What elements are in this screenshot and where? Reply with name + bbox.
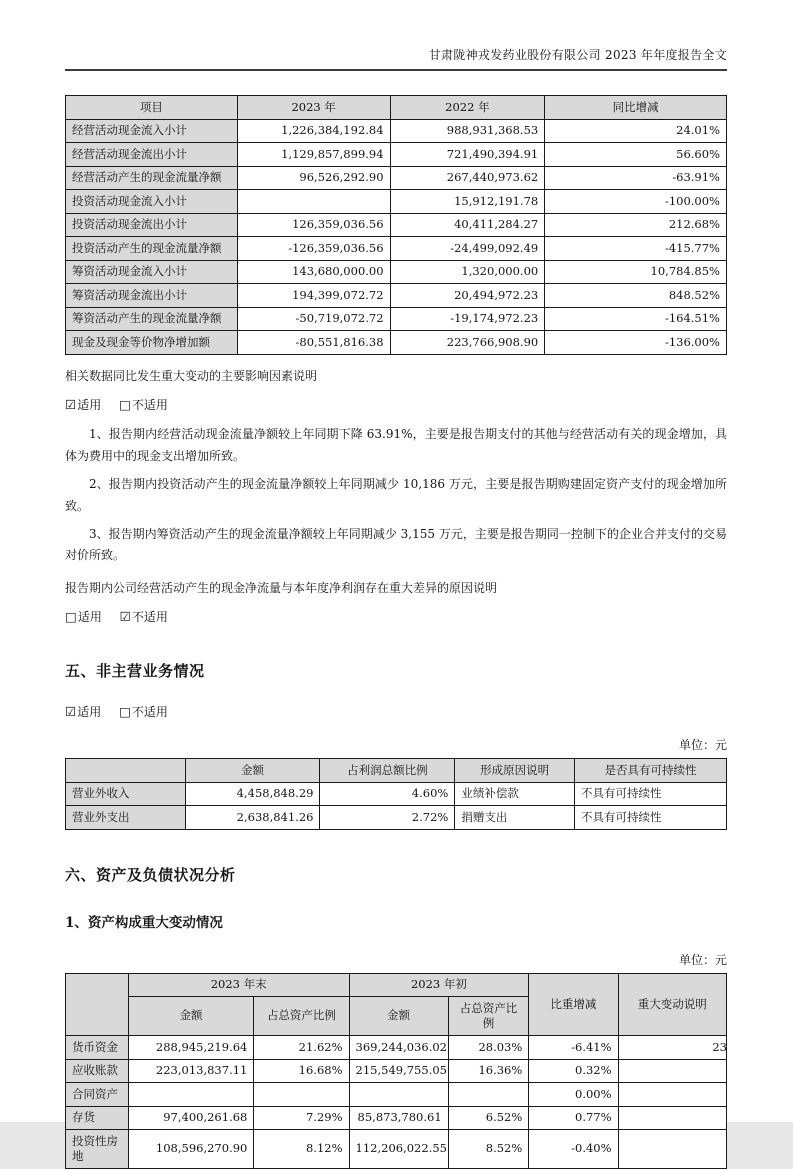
table-cell: 现金及现金等价物净增加额	[66, 331, 238, 355]
section-heading-five: 五、非主营业务情况	[65, 662, 205, 681]
table-cell: -100.00%	[545, 190, 727, 214]
not-applicable-option	[119, 398, 168, 412]
section-heading-six: 六、资产及负债状况分析	[65, 865, 236, 884]
table-cell: 营业外收入	[66, 782, 186, 806]
table-cell: 96,526,292.90	[237, 166, 390, 190]
checkbox-unchecked-icon: □	[119, 396, 131, 412]
table-cell: 56.60%	[545, 143, 727, 167]
unit-label: 单位：元	[678, 738, 727, 753]
applicability-line	[65, 396, 727, 415]
table-cell: 投资活动产生的现金流量净额	[66, 237, 238, 261]
table-cell: 1,129,857,899.94	[237, 143, 390, 167]
table-cell: 投资活动现金流出小计	[66, 213, 238, 237]
table-row	[66, 143, 727, 167]
table-row	[66, 307, 727, 331]
not-applicable-label: 不适用	[131, 705, 168, 720]
table-cell	[237, 190, 390, 214]
note-title: 报告期内公司经营活动产生的现金净流量与本年度净利润存在重大差异的原因说明	[65, 580, 498, 595]
table-cell: 4.60%	[320, 782, 455, 806]
table-cell: 经营活动现金流入小计	[66, 119, 238, 143]
table-cell: 848.52%	[545, 284, 727, 308]
table-cell: 筹资活动现金流出小计	[66, 284, 238, 308]
table-row	[66, 237, 727, 261]
table-cell: 营业外支出	[66, 806, 186, 830]
table-cell	[618, 1036, 726, 1060]
column-header: 占总资产比例	[254, 997, 349, 1036]
column-header: 重大变动说明	[618, 973, 726, 1036]
table-cell: 经营活动产生的现金流量净额	[66, 166, 238, 190]
table-cell: 16.68%	[254, 1059, 349, 1083]
table-cell: 28.03%	[448, 1036, 529, 1060]
table-cell: 108,596,270.90	[128, 1130, 254, 1169]
table-header-row	[66, 759, 727, 783]
column-header-group: 2023 年末	[128, 973, 349, 997]
cash-flow-table	[65, 95, 727, 355]
not-applicable-label: 不适用	[131, 397, 168, 412]
checkbox-unchecked-icon: □	[119, 704, 131, 720]
table-row	[66, 1083, 727, 1107]
table-header-row	[66, 973, 727, 997]
column-header: 2023 年	[237, 96, 390, 120]
applicability-line	[65, 608, 727, 627]
note-paragraph: 3、报告期内筹资活动产生的现金流量净额较上年同期减少 3,155 万元，主要是报告期同一控制下的企业合并支付的交易对价所致。	[65, 526, 727, 563]
table-cell: 126,359,036.56	[237, 213, 390, 237]
table-cell: 16.36%	[448, 1059, 529, 1083]
column-header: 2022 年	[390, 96, 545, 120]
table-cell: -415.77%	[545, 237, 727, 261]
table-cell: 0.32%	[529, 1059, 618, 1083]
table-cell: 捐赠支出	[455, 806, 575, 830]
not-applicable-option	[120, 610, 168, 624]
table-row	[66, 1130, 727, 1169]
table-cell	[618, 1059, 726, 1083]
table-cell: 194,399,072.72	[237, 284, 390, 308]
table-cell: 筹资活动产生的现金流量净额	[66, 307, 238, 331]
table-cell: 223,013,837.11	[128, 1059, 254, 1083]
table-cell: 40,411,284.27	[390, 213, 545, 237]
table-row	[66, 260, 727, 284]
column-header: 金额	[128, 997, 254, 1036]
column-header: 项目	[66, 96, 238, 120]
header-rule	[65, 69, 727, 71]
table-cell: 20,494,972.23	[390, 284, 545, 308]
table-cell: 215,549,755.05	[349, 1059, 448, 1083]
table-cell: 721,490,394.91	[390, 143, 545, 167]
checkbox-checked-icon: ☑	[65, 704, 77, 720]
table-cell: 1,226,384,192.84	[237, 119, 390, 143]
table-cell: 6.52%	[448, 1106, 529, 1130]
table-cell: 经营活动现金流出小计	[66, 143, 238, 167]
table-cell: -164.51%	[545, 307, 727, 331]
page-number: 23	[712, 1040, 727, 1054]
applicable-option	[65, 610, 102, 624]
table-cell: 1,320,000.00	[390, 260, 545, 284]
table-cell: 0.00%	[529, 1083, 618, 1107]
table-row	[66, 190, 727, 214]
column-header: 比重增减	[529, 973, 618, 1036]
table-cell: 2.72%	[320, 806, 455, 830]
table-cell: -50,719,072.72	[237, 307, 390, 331]
table-cell	[448, 1083, 529, 1107]
table-cell: 货币资金	[66, 1036, 129, 1060]
table-cell: 存货	[66, 1106, 129, 1130]
table-cell: 267,440,973.62	[390, 166, 545, 190]
table-cell: 223,766,908.90	[390, 331, 545, 355]
note-paragraph: 2、报告期内投资活动产生的现金流量净额较上年同期减少 10,186 万元，主要是报告期购建固定资产支付的现金增加所致。	[65, 477, 727, 513]
subsection-heading: 1、资产构成重大变动情况	[65, 914, 223, 931]
table-cell: 投资性房地	[66, 1130, 129, 1169]
non-operating-table	[65, 758, 727, 830]
table-cell: 不具有可持续性	[574, 782, 726, 806]
table-cell: 24.01%	[545, 119, 727, 143]
table-row	[66, 284, 727, 308]
checkbox-unchecked-icon: □	[65, 608, 77, 624]
table-cell: 988,931,368.53	[390, 119, 545, 143]
table-cell: 业绩补偿款	[455, 782, 575, 806]
table-cell: 143,680,000.00	[237, 260, 390, 284]
table-cell: 212.68%	[545, 213, 727, 237]
table-cell: 21.62%	[254, 1036, 349, 1060]
table-cell	[349, 1083, 448, 1107]
table-row	[66, 1036, 727, 1060]
table-cell: 15,912,191.78	[390, 190, 545, 214]
column-header: 金额	[349, 997, 448, 1036]
column-header: 形成原因说明	[455, 759, 575, 783]
table-cell	[618, 1130, 726, 1169]
note-paragraph: 1、报告期内经营活动现金流量净额较上年同期下降 63.91%，主要是报告期支付的其他与经营活动有关的现金增加，具体为费用中的现金支出增加所致。	[65, 427, 727, 463]
note-title: 相关数据同比发生重大变动的主要影响因素说明	[65, 368, 318, 383]
table-cell: 合同资产	[66, 1083, 129, 1107]
assets-composition-table	[65, 973, 727, 1169]
table-cell: 投资活动现金流入小计	[66, 190, 238, 214]
table-cell: 不具有可持续性	[574, 806, 726, 830]
applicable-label: 适用	[77, 397, 102, 412]
table-cell: 369,244,036.02	[349, 1036, 448, 1060]
table-cell: -80,551,816.38	[237, 331, 390, 355]
column-header: 占利润总额比例	[320, 759, 455, 783]
table-row	[66, 213, 727, 237]
doc-header-title: 甘肃陇神戎发药业股份有限公司 2023 年年度报告全文	[428, 48, 727, 62]
unit-label: 单位：元	[678, 952, 727, 967]
column-header-group: 2023 年初	[349, 973, 529, 997]
table-cell: -19,174,972.23	[390, 307, 545, 331]
table-cell: 4,458,848.29	[185, 782, 320, 806]
applicable-label: 适用	[77, 705, 102, 720]
column-header: 同比增减	[545, 96, 727, 120]
table-cell: 8.12%	[254, 1130, 349, 1169]
table-cell: 2,638,841.26	[185, 806, 320, 830]
table-cell: 112,206,022.55	[349, 1130, 448, 1169]
checkbox-checked-icon: ☑	[65, 396, 77, 412]
column-header: 金额	[185, 759, 320, 783]
table-cell: -6.41%	[529, 1036, 618, 1060]
table-row	[66, 119, 727, 143]
not-applicable-label: 不适用	[131, 609, 168, 624]
table-cell: -0.40%	[529, 1130, 618, 1169]
table-cell: -136.00%	[545, 331, 727, 355]
table-cell: 97,400,261.68	[128, 1106, 254, 1130]
table-cell: -24,499,092.49	[390, 237, 545, 261]
table-cell: 7.29%	[254, 1106, 349, 1130]
table-row	[66, 806, 727, 830]
column-header	[66, 973, 129, 1036]
applicable-option	[65, 705, 101, 719]
checkbox-checked-icon: ☑	[119, 608, 131, 624]
table-cell: 0.77%	[529, 1106, 618, 1130]
table-cell: 应收账款	[66, 1059, 129, 1083]
applicable-label: 适用	[77, 609, 102, 624]
table-cell	[618, 1083, 726, 1107]
applicability-line	[65, 703, 727, 722]
applicable-option	[65, 398, 101, 412]
table-row	[66, 166, 727, 190]
not-applicable-option	[119, 705, 168, 719]
table-cell: 筹资活动现金流入小计	[66, 260, 238, 284]
column-header: 是否具有可持续性	[574, 759, 726, 783]
table-header-row	[66, 96, 727, 120]
table-cell: 10,784.85%	[545, 260, 727, 284]
table-cell: -126,359,036.56	[237, 237, 390, 261]
table-cell	[618, 1106, 726, 1130]
table-cell: 85,873,780.61	[349, 1106, 448, 1130]
table-row	[66, 782, 727, 806]
table-row	[66, 1059, 727, 1083]
table-row	[66, 1106, 727, 1130]
table-cell	[254, 1083, 349, 1107]
column-header	[66, 759, 186, 783]
column-header: 占总资产比例	[448, 997, 529, 1036]
table-cell	[128, 1083, 254, 1107]
table-cell: 8.52%	[448, 1130, 529, 1169]
table-cell: -63.91%	[545, 166, 727, 190]
table-cell: 288,945,219.64	[128, 1036, 254, 1060]
table-row	[66, 331, 727, 355]
